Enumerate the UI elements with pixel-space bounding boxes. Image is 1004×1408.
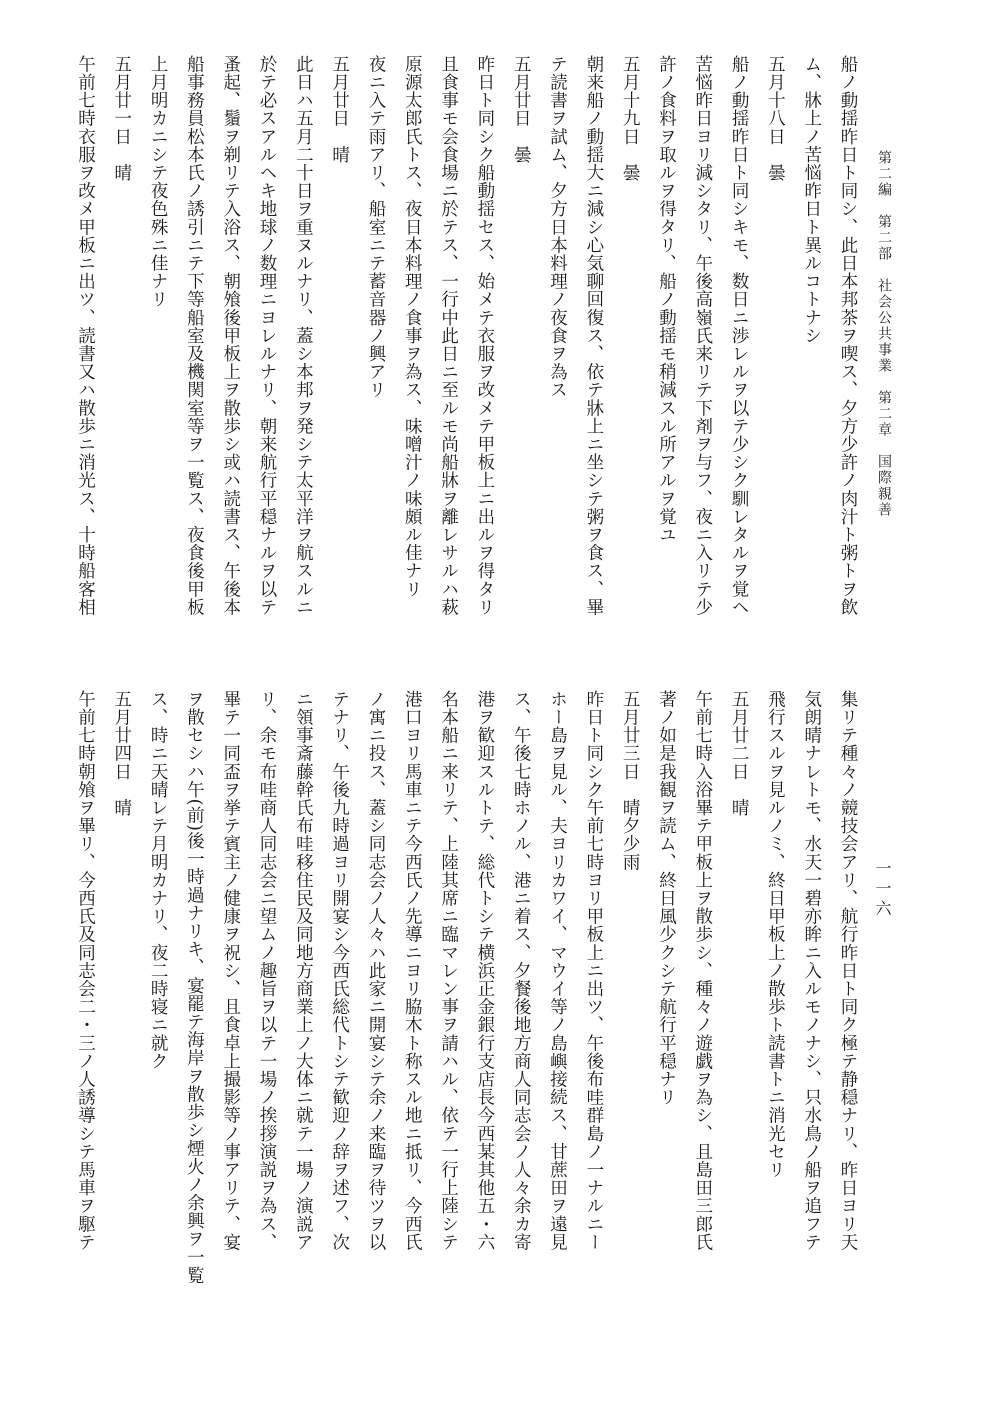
text-line: 午前七時衣服ヲ改メ甲板ニ出ツ、読書又ハ散歩ニ消光ス、十時船客相 bbox=[75, 55, 96, 617]
text-line: 気朗晴ナレトモ、水天一碧亦眸ニ入ルモノナシ、只水鳥ノ船ヲ追フテ bbox=[801, 690, 822, 1252]
text-line: 畢テ一同盃ヲ挙テ賓主ノ健康ヲ祝シ、且食卓上撮影等ノ事アリテ、宴 bbox=[220, 690, 241, 1252]
text-line: ヲ散セシハ午(前)後一時過ナリキ、宴罷テ海岸ヲ散歩シ煙火ノ余興ヲ一覧 bbox=[184, 690, 205, 1285]
text-line: ス、時ニ天晴レテ月明カナリ、夜二時寝ニ就ク bbox=[148, 690, 169, 1071]
text-line: 此日ハ五月二十日ヲ重ヌルナリ、蓋シ本邦ヲ発シテ太平洋ヲ航スルニ bbox=[293, 55, 314, 617]
text-line: 夜ニ入テ雨アリ、船室ニテ蓄音器ノ興アリ bbox=[365, 55, 386, 399]
text-line: ム、牀上ノ苦悩昨日ト異ルコトナシ bbox=[801, 55, 822, 345]
text-line: ニ領事斎藤幹氏布哇移住民及同地方商業上ノ大体ニ就テ一場ノ演説ア bbox=[293, 690, 314, 1252]
text-line: 且食事モ会食場ニ於テス、一行中此日ニ至ルモ尚船牀ヲ離レサルハ萩 bbox=[438, 55, 459, 617]
text-line: 五月十八日 曇 bbox=[765, 55, 786, 182]
text-line: 五月廿三日 晴夕少雨 bbox=[620, 690, 641, 871]
text-line: 午前七時朝飧ヲ畢リ、今西氏及同志会二・三ノ人誘導シテ馬車ヲ駆テ bbox=[75, 690, 96, 1252]
running-header: 第二編 第二部 社会公共事業 第二章 国際親善 bbox=[876, 150, 892, 518]
text-line: 港ヲ歓迎スルトテ、総代トシテ横浜正金銀行支店長今西某其他五・六 bbox=[474, 690, 495, 1252]
text-line: ホー島ヲ見ル、夫ヨリカワイ、マウイ等ノ島嶼接続ス、甘蔗田ヲ遠見 bbox=[547, 690, 568, 1252]
text-line: テ読書ヲ試ム、夕方日本料理ノ夜食ヲ為ス bbox=[547, 55, 568, 399]
text-line: 於テ必スアルヘキ地球ノ数理ニヨレルナリ、朝来航行平穏ナルヲ以テ bbox=[257, 55, 277, 617]
text-line: 五月廿二日 晴 bbox=[729, 690, 750, 817]
text-line: 五月廿一日 晴 bbox=[111, 55, 132, 182]
text-line: テナリ、午後九時過ヨリ開宴シ今西氏総代トシテ歓迎ノ辞ヲ述フ、次 bbox=[329, 690, 350, 1252]
text-line: 船ノ動揺昨日ト同シ、此日本邦茶ヲ喫ス、夕方少許ノ肉汁ト粥トヲ飲 bbox=[838, 55, 858, 617]
text-line: 上月明カニシテ夜色殊ニ佳ナリ bbox=[148, 55, 169, 309]
text-line: 五月廿日 晴 bbox=[329, 55, 350, 164]
text-line: 蚤起、鬚ヲ剃リテ入浴ス、朝飧後甲板上ヲ散歩シ或ハ読書ス、午後本 bbox=[220, 55, 241, 617]
text-line: 朝来船ノ動揺大ニ減シ心気聊回復ス、依テ牀上ニ坐シテ粥ヲ食ス、畢 bbox=[583, 55, 604, 617]
text-line: 名本船ニ来リテ、上陸其席ニ臨マレン事ヲ請ハル、依テ一行上陸シテ bbox=[438, 690, 459, 1252]
page-number: 一一六 bbox=[873, 860, 892, 920]
text-line: リ、余モ布哇商人同志会ニ望ムノ趣旨ヲ以テ一場ノ挨拶演説ヲ為ス、 bbox=[257, 690, 277, 1252]
text-line: 原源太郎氏トス、夜日本料理ノ食事ヲ為ス、味噌汁ノ味頗ル佳ナリ bbox=[402, 55, 423, 598]
text-line: 許ノ食料ヲ取ルヲ得タリ、船ノ動揺モ稍減スル所アルヲ覚ユ bbox=[656, 55, 677, 544]
text-line: ス、午後七時ホノル、港ニ着ス、夕餐後地方商人同志会ノ人々余カ寄 bbox=[511, 690, 532, 1252]
text-block-upper bbox=[72, 55, 862, 665]
text-line: 船事務員松本氏ノ誘引ニテ下等船室及機関室等ヲ一覧ス、夜食後甲板 bbox=[184, 55, 205, 617]
text-line: 船ノ動揺昨日ト同シキモ、数日ニ渉レルヲ以テ少シク馴レタルヲ覚ヘ bbox=[729, 55, 750, 617]
text-line: 五月十九日 曇 bbox=[620, 55, 641, 182]
text-line: 午前七時入浴畢テ甲板上ヲ散歩シ、種々ノ遊戯ヲ為シ、且島田三郎氏 bbox=[692, 690, 713, 1252]
text-line: 飛行スルヲ見ルノミ、終日甲板上ノ散歩ト読書トニ消光セリ bbox=[765, 690, 786, 1179]
text-line: 著ノ如是我観ヲ読ム、終日風少クシテ航行平穏ナリ bbox=[656, 690, 677, 1107]
text-line: 苦悩昨日ヨリ減シタリ、午後高嶺氏来リテ下剤ヲ与フ、夜ニ入リテ少 bbox=[692, 55, 713, 617]
text-line: 五月廿日 曇 bbox=[511, 55, 532, 164]
text-line: 五月廿四日 晴 bbox=[111, 690, 132, 817]
text-line: 港口ヨリ馬車ニテ今西氏ノ先導ニヨリ脇木ト称スル地ニ抵リ、今西氏 bbox=[402, 690, 423, 1252]
text-line: 集リテ種々ノ競技会アリ、航行昨日ト同ク極テ静穏ナリ、昨日ヨリ天 bbox=[838, 690, 858, 1252]
text-line: 昨日ト同シク午前七時ヨリ甲板上ニ出ツ、午後布哇群島ノ一ナルニー bbox=[583, 690, 604, 1252]
text-line: 昨日ト同シク船動揺セス、始メテ衣服ヲ改メテ甲板上ニ出ルヲ得タリ bbox=[474, 55, 495, 617]
text-line: ノ寓ニ投ス、蓋シ同志会ノ人々ハ此家ニ開宴シテ余ノ来臨ヲ待ツヲ以 bbox=[365, 690, 386, 1252]
text-block-lower bbox=[72, 690, 862, 1330]
